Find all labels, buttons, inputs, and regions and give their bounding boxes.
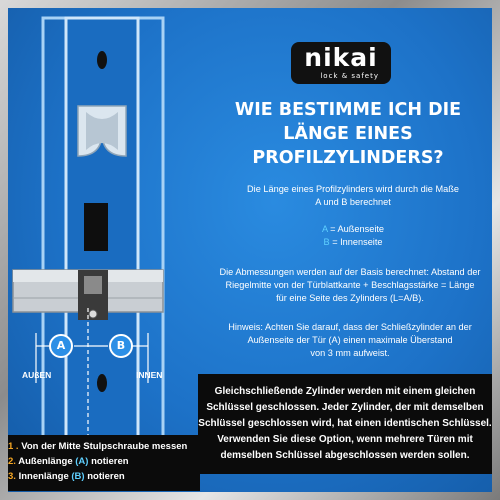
step-number: 3. (8, 471, 16, 482)
label-inside: INNEN (136, 370, 163, 380)
step-number: 2. (8, 456, 16, 467)
hint-line: Hinweis: Achten Sie darauf, dass der Schließzylinder an der (228, 322, 472, 332)
measure-text (208, 266, 492, 305)
step-text: Von der Mitte Stulpschraube messen (21, 441, 188, 452)
keyed-alike-box (198, 374, 492, 474)
marker-a: A (49, 334, 73, 358)
legend-key-b: B (323, 237, 330, 247)
keyed-line: Gleichschließende Zylinder werden mit einem gleichen (214, 386, 476, 397)
legend-text-b: = Innenseite (332, 237, 383, 247)
bottom-screw-hole (97, 374, 107, 392)
intro-line: A und B berechnet (315, 197, 391, 207)
page-title (208, 98, 488, 170)
legend (218, 223, 488, 249)
hint-line: Außenseite der Tür (A) einen maximale Überstand (247, 335, 453, 345)
title-line: WIE BESTIMME ICH DIE (234, 100, 462, 120)
legend-text-a: = Außenseite (330, 224, 385, 234)
intro-text (218, 183, 488, 209)
cylinder-screw (89, 310, 97, 318)
brand-tagline: lock & safety (320, 72, 379, 80)
intro-line: Die Länge eines Profilzylinders wird durch die Maße (247, 184, 459, 194)
legend-row-b (218, 236, 488, 249)
keyed-line: Verwenden Sie diese Option, wenn mehrere Türen mit (217, 434, 473, 445)
measure-line: für eine Seite des Zylinders (L=A/B). (276, 293, 424, 303)
marker-b: B (109, 334, 133, 358)
keyed-line: demselben Schlüssel abgeschlossen werden sollen. (220, 450, 470, 461)
steps-box (8, 435, 200, 491)
title-line: LÄNGE EINES (283, 124, 413, 144)
brand-logo (291, 42, 391, 84)
step-text: Außenlänge (18, 456, 76, 467)
step-text-end: notieren (84, 471, 125, 482)
step-1 (8, 439, 200, 454)
brand-name: nikai (304, 43, 378, 72)
top-screw-hole (97, 51, 107, 69)
keyed-line: Schlüssel geschlossen wird, hat einen identischen Schlüssel. (198, 418, 492, 429)
bolt-slot (84, 203, 108, 251)
step-2 (8, 454, 200, 469)
step-3 (8, 469, 200, 484)
hint-text (208, 321, 492, 360)
blue-panel (8, 8, 492, 492)
label-outside: AUßEN (22, 370, 52, 380)
measure-line: Die Abmessungen werden auf der Basis berechnet: Abstand der (219, 267, 481, 277)
step-highlight: (A) (75, 456, 89, 467)
hint-line: von 3 mm aufweist. (310, 348, 390, 358)
step-text: Innenlänge (18, 471, 72, 482)
step-highlight: (B) (71, 471, 85, 482)
legend-key-a: A (321, 224, 328, 234)
measure-line: Riegelmitte von der Türblattkante + Beschlagsstärke = Länge (225, 280, 475, 290)
step-text-end: notieren (88, 456, 129, 467)
title-line: PROFILZYLINDERS? (252, 148, 444, 168)
step-number: 1 . (8, 441, 19, 452)
legend-row-a (218, 223, 488, 236)
keyed-line: Schlüssel geschlossen. Jeder Zylinder, der mit demselben (206, 402, 484, 413)
